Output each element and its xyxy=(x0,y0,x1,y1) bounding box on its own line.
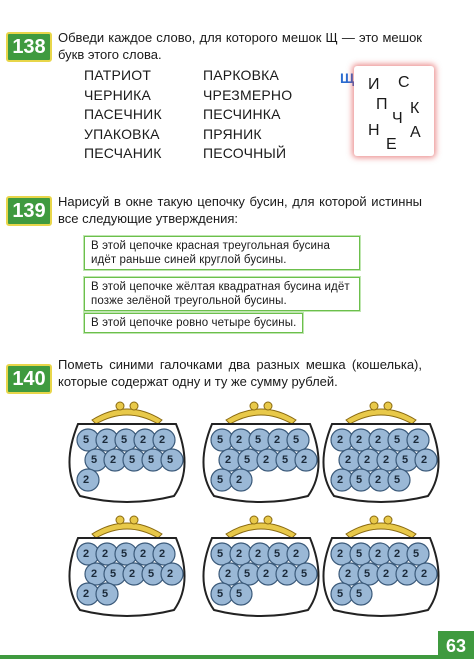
coin-value: 5 xyxy=(120,434,128,446)
coin xyxy=(153,429,175,451)
coin-value: 2 xyxy=(82,548,90,560)
coin-value: 5 xyxy=(128,454,136,466)
coin-value: 2 xyxy=(281,568,289,580)
sack-letter: Ч xyxy=(392,110,403,127)
task-text: Нарисуй в окне такую цепочку бусин, для которой истинны все следующие утверждения: xyxy=(58,194,422,226)
word-item[interactable]: ЧЕРНИКА xyxy=(84,86,152,103)
coin-value: 2 xyxy=(382,454,390,466)
coin-value: 2 xyxy=(82,474,90,486)
purse-clasp xyxy=(226,523,296,538)
purse-clasp xyxy=(346,523,416,538)
coin xyxy=(415,563,437,585)
coin-value: 5 xyxy=(273,548,281,560)
coin-value: 2 xyxy=(292,548,300,560)
sack-letter: Е xyxy=(386,136,397,153)
word-item[interactable]: ПЕСЧАНИК xyxy=(84,145,162,161)
coin xyxy=(161,563,183,585)
coin-value: 2 xyxy=(128,568,136,580)
coin-value: 2 xyxy=(139,548,147,560)
coin-value: 5 xyxy=(355,548,363,560)
statement-box xyxy=(84,277,360,311)
coin-value: 5 xyxy=(90,454,98,466)
coin xyxy=(415,449,437,471)
coin-value: 5 xyxy=(336,588,344,600)
purse-clasp xyxy=(92,523,162,538)
clasp-knob xyxy=(116,516,124,524)
coin xyxy=(230,583,252,605)
purse-clasp xyxy=(346,409,416,424)
coin-value: 2 xyxy=(382,568,390,580)
task-number-badge: 139 xyxy=(6,196,52,226)
coin xyxy=(287,543,309,565)
coin-value: 2 xyxy=(273,434,281,446)
coin-value: 2 xyxy=(401,568,409,580)
coin-value: 5 xyxy=(235,588,243,600)
clasp-knob xyxy=(130,402,138,410)
coin-value: 2 xyxy=(158,434,166,446)
coin-value: 5 xyxy=(147,454,155,466)
word-item[interactable]: ПАРКОВКА xyxy=(203,67,280,83)
coin-value: 5 xyxy=(216,588,224,600)
coin-value: 2 xyxy=(139,434,147,446)
page-footer-line xyxy=(0,655,440,659)
coin-purse[interactable] xyxy=(316,398,446,506)
coin-value: 2 xyxy=(420,568,428,580)
coin-value: 2 xyxy=(355,434,363,446)
coin-value: 5 xyxy=(254,434,262,446)
coin-purse[interactable] xyxy=(196,512,326,620)
coin-value: 2 xyxy=(90,568,98,580)
coin-value: 2 xyxy=(101,548,109,560)
task-text: Обведи каждое слово, для которого мешок Щ — это мешок букв этого слова. xyxy=(58,30,422,62)
coin-value: 2 xyxy=(412,434,420,446)
sack-letter: Н xyxy=(368,122,380,139)
word-item[interactable]: ЧРЕЗМЕРНО xyxy=(203,86,293,103)
coin-value: 2 xyxy=(374,548,382,560)
coin-value: 2 xyxy=(344,568,352,580)
coin-value: 5 xyxy=(412,548,420,560)
statement-text: В этой цепочке красная треугольная бусина идёт раньше синей круглой бусины. xyxy=(91,240,330,266)
word-item[interactable]: ПРЯНИК xyxy=(203,125,262,142)
coin-value: 2 xyxy=(300,454,308,466)
coin xyxy=(350,583,372,605)
coin xyxy=(230,469,252,491)
coin-value: 2 xyxy=(374,434,382,446)
coin xyxy=(295,449,317,471)
coin-value: 2 xyxy=(336,434,344,446)
coin-value: 5 xyxy=(292,434,300,446)
coin-value: 2 xyxy=(336,548,344,560)
coin-value: 5 xyxy=(216,434,224,446)
word-item[interactable]: ПЕСЧИНКА xyxy=(203,106,281,122)
coin-value: 2 xyxy=(235,474,243,486)
coin-value: 5 xyxy=(109,568,117,580)
statement-text: В этой цепочке жёлтая квадратная бусина идёт позже зелёной треугольной бусины. xyxy=(91,281,350,307)
statement-box xyxy=(84,236,360,270)
coin-purse[interactable] xyxy=(196,398,326,506)
word-list-left xyxy=(84,66,162,164)
coin-value: 2 xyxy=(101,434,109,446)
coin-value: 2 xyxy=(224,454,232,466)
coin-value: 5 xyxy=(355,588,363,600)
word-list-right xyxy=(203,66,292,164)
sack-letter: К xyxy=(410,100,420,117)
coin-value: 5 xyxy=(281,454,289,466)
coin xyxy=(77,469,99,491)
coin-value: 5 xyxy=(363,568,371,580)
coin-value: 2 xyxy=(235,548,243,560)
coin-value: 2 xyxy=(420,454,428,466)
task-number-badge: 140 xyxy=(6,364,52,394)
clasp-knob xyxy=(130,516,138,524)
coin xyxy=(388,469,410,491)
coin-value: 5 xyxy=(393,474,401,486)
coin-value: 2 xyxy=(344,454,352,466)
page-number: 63 xyxy=(438,631,474,659)
coin-value: 5 xyxy=(166,454,174,466)
statement-text: В этой цепочке ровно четыре бусины. xyxy=(91,317,297,329)
sack-name: Щ xyxy=(340,70,355,86)
coin xyxy=(153,543,175,565)
coin-value: 2 xyxy=(363,454,371,466)
clasp-knob xyxy=(370,516,378,524)
word-item[interactable]: УПАКОВКА xyxy=(84,125,160,142)
coin-value: 2 xyxy=(82,588,90,600)
clasp-knob xyxy=(116,402,124,410)
coin-purse[interactable] xyxy=(316,512,446,620)
coin-value: 2 xyxy=(235,434,243,446)
word-item[interactable]: ПЕСОЧНЫЙ xyxy=(203,145,287,161)
coin xyxy=(287,429,309,451)
sack-letter: И xyxy=(368,76,380,93)
coin-value: 5 xyxy=(216,474,224,486)
coin-value: 5 xyxy=(393,434,401,446)
coin-value: 5 xyxy=(101,588,109,600)
coin-value: 2 xyxy=(158,548,166,560)
clasp-knob xyxy=(264,516,272,524)
coin-value: 2 xyxy=(393,548,401,560)
coin-value: 5 xyxy=(355,474,363,486)
coin xyxy=(161,449,183,471)
coin xyxy=(407,543,429,565)
coin-value: 5 xyxy=(216,548,224,560)
sack-letter: П xyxy=(376,96,388,113)
task-text: Пометь синими галочками два разных мешка (кошелька), которые содержат одну и ту же сумму рублей. xyxy=(58,357,422,389)
clasp-knob xyxy=(250,516,258,524)
task-number-badge: 138 xyxy=(6,32,52,62)
coin-value: 5 xyxy=(243,454,251,466)
word-item[interactable]: ПАСЕЧНИК xyxy=(84,106,162,122)
coin-value: 2 xyxy=(262,454,270,466)
clasp-knob xyxy=(384,402,392,410)
coin-value: 2 xyxy=(336,474,344,486)
clasp-knob xyxy=(264,402,272,410)
clasp-knob xyxy=(370,402,378,410)
clasp-knob xyxy=(250,402,258,410)
coin xyxy=(407,429,429,451)
clasp-knob xyxy=(384,516,392,524)
coin-value: 5 xyxy=(147,568,155,580)
coin xyxy=(96,583,118,605)
statement-box xyxy=(84,313,303,333)
sack-letter: А xyxy=(410,124,421,141)
letter-sack xyxy=(354,66,434,156)
coin-value: 5 xyxy=(243,568,251,580)
coin-value: 5 xyxy=(300,568,308,580)
coin-purse[interactable] xyxy=(62,398,192,506)
purse-clasp xyxy=(92,409,162,424)
coin-value: 5 xyxy=(120,548,128,560)
purse-clasp xyxy=(226,409,296,424)
coin-value: 2 xyxy=(254,548,262,560)
coin-value: 2 xyxy=(262,568,270,580)
coin-value: 5 xyxy=(401,454,409,466)
sack-letter: С xyxy=(398,74,410,91)
word-item[interactable]: ПАТРИОТ xyxy=(84,67,152,83)
coin-value: 2 xyxy=(109,454,117,466)
coin-value: 2 xyxy=(374,474,382,486)
coin-purse[interactable] xyxy=(62,512,192,620)
coin-value: 2 xyxy=(166,568,174,580)
coin-value: 2 xyxy=(224,568,232,580)
coin-value: 5 xyxy=(82,434,90,446)
coin xyxy=(295,563,317,585)
